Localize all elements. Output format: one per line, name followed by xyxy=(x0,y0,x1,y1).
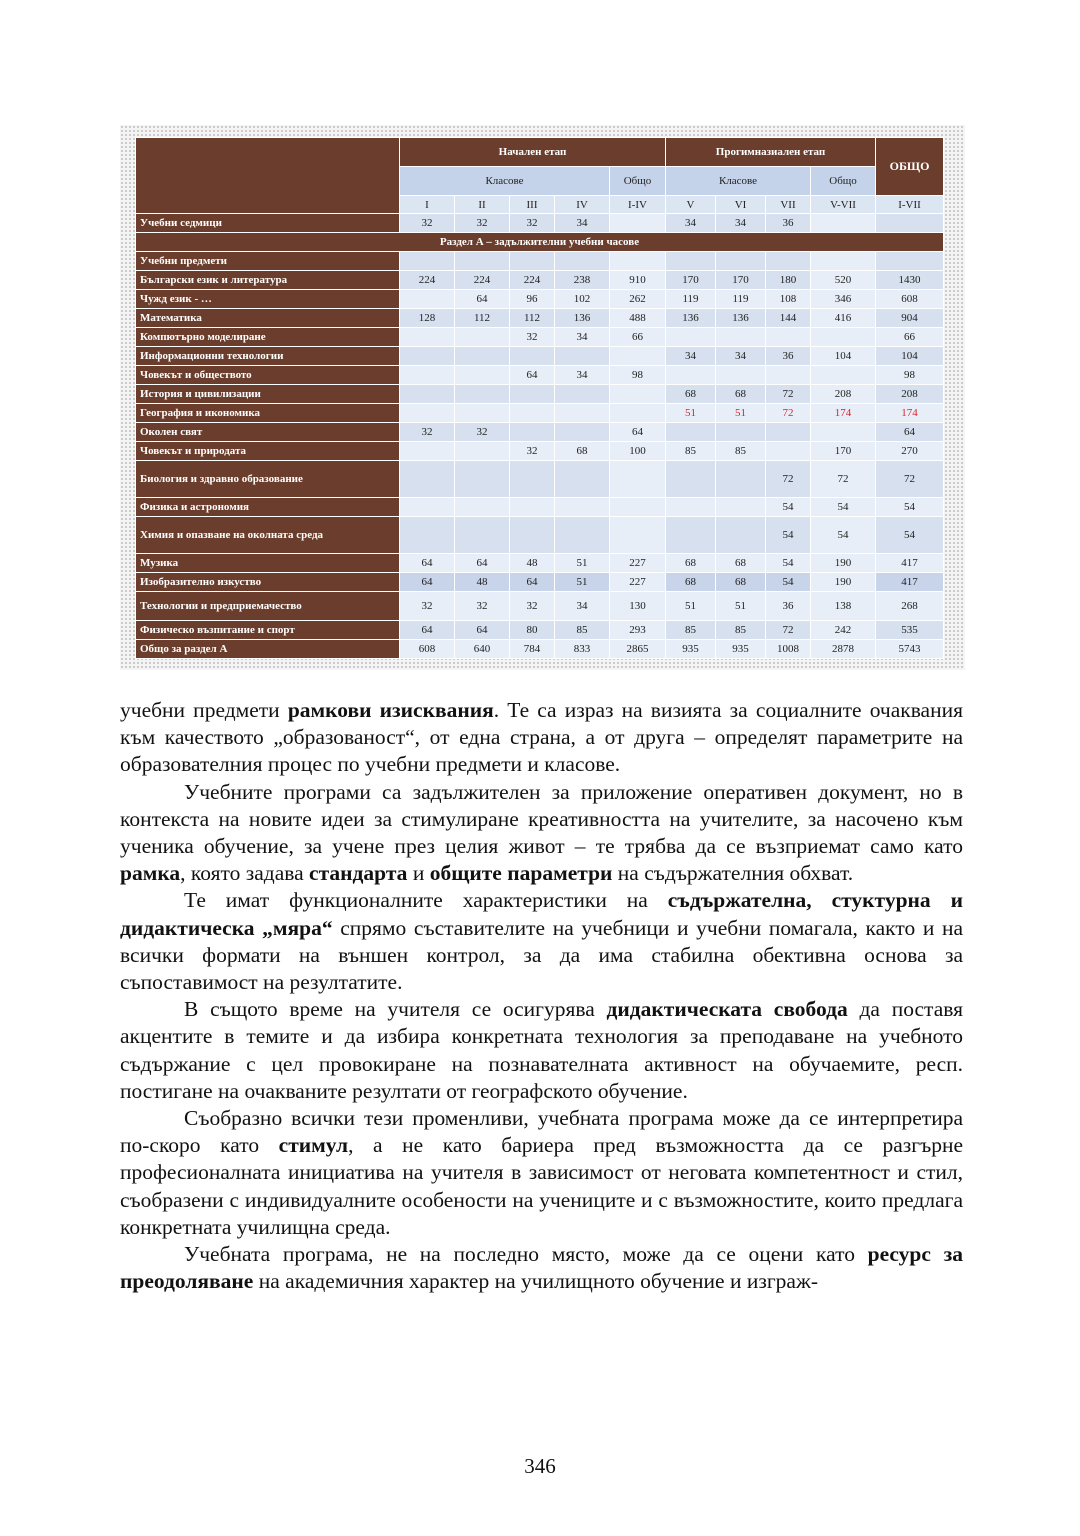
table-cell: 54 xyxy=(811,498,876,517)
table-cell: 85 xyxy=(716,621,766,640)
table-row xyxy=(136,328,944,347)
table-cell xyxy=(400,347,455,366)
table-cell: 833 xyxy=(555,640,610,659)
table-row xyxy=(136,271,944,290)
table-cell: 66 xyxy=(876,328,944,347)
row-label: Учебни предмети xyxy=(136,252,400,271)
table-cell xyxy=(666,461,716,498)
row-label: Човекът и обществото xyxy=(136,366,400,385)
table-cell xyxy=(811,328,876,347)
table-cell: 32 xyxy=(455,423,510,442)
table-cell xyxy=(455,366,510,385)
table-cell xyxy=(766,442,811,461)
table-row xyxy=(136,442,944,461)
row-label: Човекът и природата xyxy=(136,442,400,461)
table-cell xyxy=(400,366,455,385)
grade-header: VII xyxy=(766,196,811,214)
table-cell xyxy=(400,252,455,271)
table-cell: 51 xyxy=(555,554,610,573)
row-label: Учебни седмици xyxy=(136,214,400,233)
table-cell xyxy=(766,423,811,442)
table-cell xyxy=(610,347,666,366)
table-cell: 136 xyxy=(716,309,766,328)
table-cell: 174 xyxy=(811,404,876,423)
table-cell xyxy=(666,498,716,517)
table-cell: 72 xyxy=(766,461,811,498)
table-cell: 34 xyxy=(555,592,610,621)
table-cell xyxy=(455,404,510,423)
table-cell: 64 xyxy=(400,621,455,640)
table-cell: 54 xyxy=(766,498,811,517)
table-row xyxy=(136,309,944,328)
grade-header: V-VII xyxy=(811,196,876,214)
table-cell: 32 xyxy=(510,592,555,621)
table-cell: 66 xyxy=(610,328,666,347)
grade-header: I-VII xyxy=(876,196,944,214)
row-label: Физика и астрономия xyxy=(136,498,400,517)
table-cell: 100 xyxy=(610,442,666,461)
table-row xyxy=(136,554,944,573)
table-cell: 608 xyxy=(400,640,455,659)
header-common-1: Общо xyxy=(610,167,666,196)
table-cell xyxy=(666,252,716,271)
table-row xyxy=(136,252,944,271)
header-stage1: Начален етап xyxy=(400,138,666,167)
table-cell: 208 xyxy=(876,385,944,404)
table-cell xyxy=(811,366,876,385)
table-cell: 72 xyxy=(766,404,811,423)
table-cell: 64 xyxy=(455,554,510,573)
table-cell xyxy=(716,328,766,347)
table-cell: 136 xyxy=(666,309,716,328)
table-cell xyxy=(555,461,610,498)
table-cell xyxy=(666,517,716,554)
table-cell: 34 xyxy=(716,347,766,366)
table-cell xyxy=(455,517,510,554)
table-cell xyxy=(400,385,455,404)
row-label: Технологии и предприемачество xyxy=(136,592,400,621)
table-row xyxy=(136,290,944,309)
grade-header: II xyxy=(455,196,510,214)
table-cell xyxy=(716,461,766,498)
table-cell: 190 xyxy=(811,554,876,573)
table-cell: 54 xyxy=(766,517,811,554)
table-cell: 32 xyxy=(455,592,510,621)
table-row xyxy=(136,366,944,385)
table-cell xyxy=(400,517,455,554)
table-cell: 1008 xyxy=(766,640,811,659)
table-cell: 190 xyxy=(811,573,876,592)
table-cell xyxy=(666,366,716,385)
table-cell xyxy=(811,252,876,271)
table-cell: 36 xyxy=(766,214,811,233)
table-row xyxy=(136,461,944,498)
table-cell: 1430 xyxy=(876,271,944,290)
table-cell: 34 xyxy=(716,214,766,233)
table-row xyxy=(136,517,944,554)
table-cell xyxy=(811,423,876,442)
table-cell: 64 xyxy=(400,573,455,592)
table-cell: 535 xyxy=(876,621,944,640)
table-cell xyxy=(400,290,455,309)
table-cell: 174 xyxy=(876,404,944,423)
table-cell xyxy=(716,252,766,271)
grade-header: III xyxy=(510,196,555,214)
table-cell xyxy=(610,517,666,554)
table-cell: 68 xyxy=(555,442,610,461)
table-cell: 224 xyxy=(510,271,555,290)
row-label: Общо за раздел А xyxy=(136,640,400,659)
header-total: ОБЩО xyxy=(876,138,944,196)
table-cell: 72 xyxy=(766,621,811,640)
table-row xyxy=(136,385,944,404)
table-cell xyxy=(510,461,555,498)
paragraph-1: учебни предмети рамкови изисквания. Те са израз на визията за социалните очаквания към качеството „образованост“, от една страна, а от друга – определят параметрите на образователния процес по учебни предмети и класове. xyxy=(120,698,964,777)
header-classes-1: Класове xyxy=(400,167,610,196)
table-cell: 36 xyxy=(766,347,811,366)
paragraph-4: В същото време на учителя се осигурява дидактическата свобода да поставя акцентите в темите и да избира конкретната технология за преподаване на учебното съдържание с цел провокиране на познавателната активност на обучаемите, респ. постигане на очакваните резултати от географското обучение. xyxy=(120,997,963,1103)
table-cell xyxy=(455,385,510,404)
row-label: Изобразително изкуство xyxy=(136,573,400,592)
table-row xyxy=(136,347,944,366)
table-row xyxy=(136,423,944,442)
table-cell xyxy=(455,347,510,366)
table-cell: 640 xyxy=(455,640,510,659)
table-cell: 72 xyxy=(766,385,811,404)
grade-header: V xyxy=(666,196,716,214)
table-cell: 488 xyxy=(610,309,666,328)
table-cell: 417 xyxy=(876,554,944,573)
body-text xyxy=(120,697,963,1295)
table-cell: 224 xyxy=(400,271,455,290)
table-cell: 54 xyxy=(811,517,876,554)
table-cell: 34 xyxy=(666,347,716,366)
table-cell xyxy=(510,517,555,554)
table-corner xyxy=(136,138,400,214)
table-cell xyxy=(400,498,455,517)
table-cell: 85 xyxy=(555,621,610,640)
table-cell xyxy=(666,423,716,442)
table-cell xyxy=(716,498,766,517)
table-cell xyxy=(766,328,811,347)
table-cell xyxy=(555,252,610,271)
table-cell: 98 xyxy=(610,366,666,385)
table-cell xyxy=(610,404,666,423)
table-cell: 64 xyxy=(400,554,455,573)
row-label: История и цивилизации xyxy=(136,385,400,404)
row-label: Музика xyxy=(136,554,400,573)
table-cell: 72 xyxy=(876,461,944,498)
table-cell: 80 xyxy=(510,621,555,640)
table-cell: 935 xyxy=(716,640,766,659)
table-cell: 85 xyxy=(666,442,716,461)
table-cell xyxy=(400,442,455,461)
table-cell: 98 xyxy=(876,366,944,385)
table-cell xyxy=(555,385,610,404)
row-label: География и икономика xyxy=(136,404,400,423)
table-cell: 136 xyxy=(555,309,610,328)
grade-header: IV xyxy=(555,196,610,214)
table-cell xyxy=(555,423,610,442)
table-cell: 180 xyxy=(766,271,811,290)
table-row xyxy=(136,573,944,592)
table-cell: 68 xyxy=(716,573,766,592)
table-cell: 64 xyxy=(510,573,555,592)
table-cell: 5743 xyxy=(876,640,944,659)
table-cell xyxy=(455,252,510,271)
table-cell: 34 xyxy=(666,214,716,233)
table-cell: 68 xyxy=(666,573,716,592)
table-cell xyxy=(555,347,610,366)
paragraph-3: Те имат функционалните характеристики на съдържателна, стуктурна и дидактическа „мяра“ спрямо съставителите на учебници и учебни помагала, както и на всички формати на външен контрол, за да има стабилна обективна основа за съпоставимост на резултатите. xyxy=(120,888,963,995)
section-a-title: Раздел А – задължителни учебни часове xyxy=(136,233,944,252)
row-label: Околен свят xyxy=(136,423,400,442)
table-cell: 54 xyxy=(876,517,944,554)
table-cell: 34 xyxy=(555,366,610,385)
table-cell: 104 xyxy=(876,347,944,366)
table-cell xyxy=(555,404,610,423)
table-cell: 2865 xyxy=(610,640,666,659)
table-cell: 64 xyxy=(610,423,666,442)
table-cell: 96 xyxy=(510,290,555,309)
table-cell xyxy=(455,442,510,461)
table-figure xyxy=(120,125,965,670)
paragraph-6: Учебната програма, не на последно място, може да се оцени като ресурс за преодоляване на академичния характер на училищното обучение и изграж- xyxy=(120,1242,963,1294)
table-cell: 32 xyxy=(400,592,455,621)
table-cell xyxy=(766,366,811,385)
table-row xyxy=(136,404,944,423)
table-cell xyxy=(510,347,555,366)
table-cell: 32 xyxy=(400,423,455,442)
table-cell: 224 xyxy=(455,271,510,290)
paragraph-2: Учебните програми са задължителен за приложение оперативен документ, но в контекста на новите идеи за стимулиране креативността на учителите, за насочено към ученика обучение, за учене през целия живот – те трябва да се възприемат само като рамка, която задава стандарта и общите параметри на съдържателния обхват. xyxy=(120,779,963,886)
table-cell: 104 xyxy=(811,347,876,366)
table-cell xyxy=(610,252,666,271)
table-cell: 208 xyxy=(811,385,876,404)
table-cell: 51 xyxy=(666,404,716,423)
table-cell: 935 xyxy=(666,640,716,659)
table-cell xyxy=(666,328,716,347)
table-cell: 227 xyxy=(610,573,666,592)
table-cell xyxy=(716,517,766,554)
table-cell: 48 xyxy=(455,573,510,592)
grade-header: VI xyxy=(716,196,766,214)
table-cell: 32 xyxy=(510,214,555,233)
table-cell xyxy=(455,498,510,517)
table-cell: 68 xyxy=(666,554,716,573)
table-cell xyxy=(610,385,666,404)
table-row xyxy=(136,640,944,659)
table-cell: 48 xyxy=(510,554,555,573)
table-cell xyxy=(400,404,455,423)
table-cell: 51 xyxy=(716,404,766,423)
table-cell xyxy=(610,214,666,233)
table-cell xyxy=(555,517,610,554)
table-cell: 784 xyxy=(510,640,555,659)
header-stage2: Прогимназиален етап xyxy=(666,138,876,167)
table-cell: 119 xyxy=(716,290,766,309)
table-cell: 138 xyxy=(811,592,876,621)
curriculum-table xyxy=(135,137,944,659)
page-number: 346 xyxy=(524,1454,556,1478)
table-cell xyxy=(811,214,876,233)
table-cell: 262 xyxy=(610,290,666,309)
table-cell: 520 xyxy=(811,271,876,290)
table-cell: 64 xyxy=(455,290,510,309)
table-cell: 54 xyxy=(766,554,811,573)
table-cell xyxy=(510,252,555,271)
table-cell xyxy=(610,498,666,517)
table-cell xyxy=(876,214,944,233)
table-cell xyxy=(455,328,510,347)
table-cell: 170 xyxy=(666,271,716,290)
table-cell xyxy=(510,385,555,404)
table-cell: 242 xyxy=(811,621,876,640)
table-row xyxy=(136,498,944,517)
paragraph-5: Съобразно всички тези променливи, учебната програма може да се интерпретира по-скоро като стимул, а не като бариера пред възможността да се разгърне професионалната инициатива на учителя в зависимост от неговата компетентност и стил, съобразени с индивидуалните особености на учениците и с възможностите, които предлага конкретната училищна среда. xyxy=(120,1106,964,1239)
table-cell: 416 xyxy=(811,309,876,328)
table-cell: 85 xyxy=(666,621,716,640)
table-cell: 2878 xyxy=(811,640,876,659)
table-cell: 119 xyxy=(666,290,716,309)
table-cell: 64 xyxy=(510,366,555,385)
table-cell: 34 xyxy=(555,214,610,233)
table-cell xyxy=(510,404,555,423)
table-cell: 346 xyxy=(811,290,876,309)
table-cell: 268 xyxy=(876,592,944,621)
table-cell: 293 xyxy=(610,621,666,640)
row-label: Компютърно моделиране xyxy=(136,328,400,347)
table-cell xyxy=(716,423,766,442)
table-cell: 54 xyxy=(766,573,811,592)
table-cell: 64 xyxy=(455,621,510,640)
table-cell: 112 xyxy=(510,309,555,328)
section-row xyxy=(136,233,944,252)
row-label: Български език и литература xyxy=(136,271,400,290)
table-cell xyxy=(610,461,666,498)
table-cell: 904 xyxy=(876,309,944,328)
table-cell: 910 xyxy=(610,271,666,290)
table-cell: 170 xyxy=(716,271,766,290)
table-cell: 270 xyxy=(876,442,944,461)
table-cell: 32 xyxy=(455,214,510,233)
table-cell: 54 xyxy=(876,498,944,517)
table-cell: 32 xyxy=(510,442,555,461)
table-cell: 417 xyxy=(876,573,944,592)
row-label: Математика xyxy=(136,309,400,328)
table-cell xyxy=(400,461,455,498)
row-label: Биология и здравно образование xyxy=(136,461,400,498)
table-cell: 68 xyxy=(716,554,766,573)
table-row xyxy=(136,592,944,621)
table-cell xyxy=(510,498,555,517)
table-cell xyxy=(400,328,455,347)
table-row xyxy=(136,214,944,233)
table-cell: 51 xyxy=(555,573,610,592)
table-cell: 34 xyxy=(555,328,610,347)
table-cell: 85 xyxy=(716,442,766,461)
table-cell xyxy=(876,252,944,271)
table-cell xyxy=(555,498,610,517)
table-cell: 130 xyxy=(610,592,666,621)
table-cell xyxy=(510,423,555,442)
row-label: Химия и опазване на околната среда xyxy=(136,517,400,554)
table-cell: 68 xyxy=(716,385,766,404)
table-cell xyxy=(716,366,766,385)
table-cell: 32 xyxy=(510,328,555,347)
table-cell: 64 xyxy=(876,423,944,442)
table-cell: 112 xyxy=(455,309,510,328)
table-cell: 128 xyxy=(400,309,455,328)
grade-header: I-IV xyxy=(610,196,666,214)
table-cell: 51 xyxy=(666,592,716,621)
table-row xyxy=(136,621,944,640)
table-cell: 608 xyxy=(876,290,944,309)
table-cell: 144 xyxy=(766,309,811,328)
table-cell xyxy=(766,252,811,271)
table-cell: 227 xyxy=(610,554,666,573)
table-cell: 108 xyxy=(766,290,811,309)
table-cell: 51 xyxy=(716,592,766,621)
table-cell: 32 xyxy=(400,214,455,233)
table-cell: 170 xyxy=(811,442,876,461)
table-cell: 68 xyxy=(666,385,716,404)
table-cell: 36 xyxy=(766,592,811,621)
grade-header: I xyxy=(400,196,455,214)
table-cell: 72 xyxy=(811,461,876,498)
row-label: Чужд език - … xyxy=(136,290,400,309)
header-classes-2: Класове xyxy=(666,167,811,196)
table-cell: 102 xyxy=(555,290,610,309)
table-cell xyxy=(455,461,510,498)
table-cell: 238 xyxy=(555,271,610,290)
row-label: Информационни технологии xyxy=(136,347,400,366)
header-common-2: Общо xyxy=(811,167,876,196)
row-label: Физическо възпитание и спорт xyxy=(136,621,400,640)
